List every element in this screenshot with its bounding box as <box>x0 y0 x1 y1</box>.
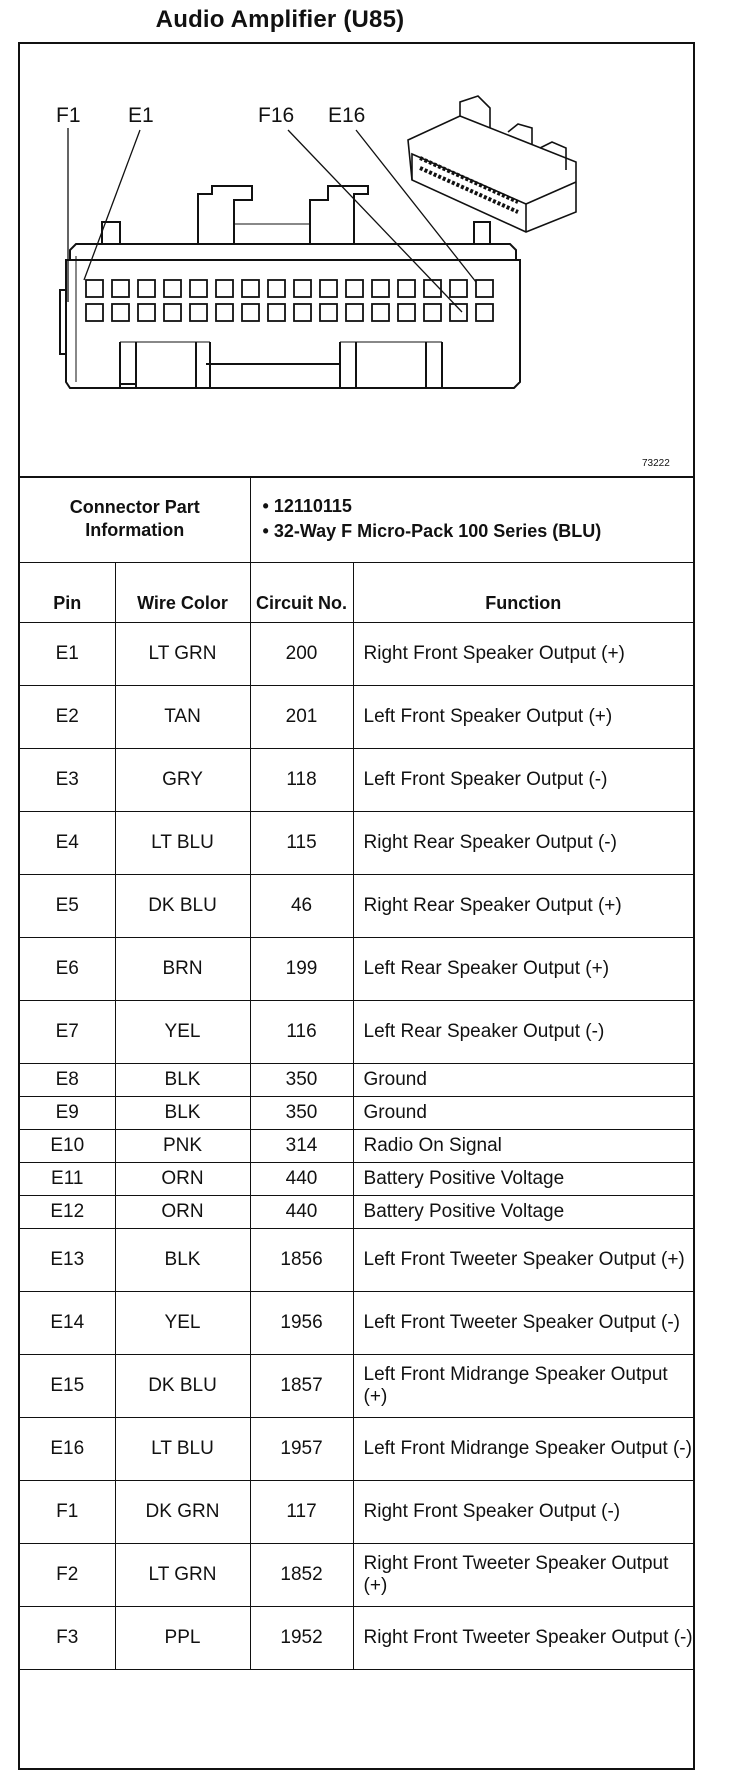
pin-cavity <box>268 304 285 321</box>
function-cell: Ground <box>353 1096 693 1129</box>
label-e1: E1 <box>128 104 154 127</box>
pin-cell: F1 <box>20 1480 115 1543</box>
pin-cell: F2 <box>20 1543 115 1606</box>
circuit-cell: 350 <box>250 1096 353 1129</box>
function-cell: Left Front Midrange Speaker Output (-) <box>353 1417 693 1480</box>
circuit-cell: 1957 <box>250 1417 353 1480</box>
wire-color-cell: TAN <box>115 685 250 748</box>
wire-color-cell: YEL <box>115 1000 250 1063</box>
wire-color-cell: LT BLU <box>115 1417 250 1480</box>
connector-sketch <box>408 96 576 232</box>
col-pin: Pin <box>20 562 115 622</box>
pin-cavity <box>294 304 311 321</box>
circuit-cell: 1856 <box>250 1228 353 1291</box>
label-e16: E16 <box>328 104 366 127</box>
pin-cavities <box>86 280 493 321</box>
connector-sheet <box>18 42 695 1770</box>
circuit-cell: 118 <box>250 748 353 811</box>
wire-color-cell: PNK <box>115 1129 250 1162</box>
pin-cell: E10 <box>20 1129 115 1162</box>
pin-cell: E9 <box>20 1096 115 1129</box>
table-row <box>20 874 693 937</box>
pin-cavity <box>372 304 389 321</box>
pin-cavity <box>346 304 363 321</box>
function-cell: Left Rear Speaker Output (-) <box>353 1000 693 1063</box>
function-cell: Right Rear Speaker Output (-) <box>353 811 693 874</box>
pin-cavity <box>320 304 337 321</box>
table-row <box>20 1228 693 1291</box>
pin-cell: F3 <box>20 1606 115 1669</box>
pin-cell: E6 <box>20 937 115 1000</box>
wire-color-cell: DK GRN <box>115 1480 250 1543</box>
table-row <box>20 937 693 1000</box>
circuit-cell: 200 <box>250 622 353 685</box>
pin-cavity <box>450 304 467 321</box>
table-row <box>20 1000 693 1063</box>
connector-diagram <box>20 44 693 478</box>
table-row <box>20 1480 693 1543</box>
pin-cavity <box>268 280 285 297</box>
pin-cavity <box>398 280 415 297</box>
table-row <box>20 1543 693 1606</box>
pin-cavity <box>476 280 493 297</box>
pin-cell: E5 <box>20 874 115 937</box>
pin-cell: E7 <box>20 1000 115 1063</box>
pin-cavity <box>294 280 311 297</box>
function-cell: Right Front Tweeter Speaker Output (+) <box>353 1543 693 1606</box>
pin-cavity <box>138 280 155 297</box>
function-cell: Right Rear Speaker Output (+) <box>353 874 693 937</box>
pin-cavity <box>372 280 389 297</box>
circuit-cell: 440 <box>250 1162 353 1195</box>
col-function: Function <box>353 562 693 622</box>
circuit-cell: 1956 <box>250 1291 353 1354</box>
connector-info-row <box>20 476 693 562</box>
function-cell: Left Front Speaker Output (+) <box>353 685 693 748</box>
circuit-cell: 116 <box>250 1000 353 1063</box>
table-row <box>20 1291 693 1354</box>
wire-color-cell: BLK <box>115 1228 250 1291</box>
circuit-cell: 314 <box>250 1129 353 1162</box>
circuit-cell: 115 <box>250 811 353 874</box>
wire-color-cell: LT GRN <box>115 1543 250 1606</box>
table-row <box>20 1129 693 1162</box>
table-row <box>20 1063 693 1096</box>
pin-cell: E11 <box>20 1162 115 1195</box>
pin-cavity <box>190 280 207 297</box>
connector-drawing <box>20 44 693 476</box>
circuit-cell: 1952 <box>250 1606 353 1669</box>
pin-cavity <box>216 304 233 321</box>
label-f1: F1 <box>56 104 81 127</box>
pin-cavity <box>346 280 363 297</box>
function-cell: Battery Positive Voltage <box>353 1162 693 1195</box>
pin-cavity <box>86 280 103 297</box>
pin-cell: E15 <box>20 1354 115 1417</box>
table-row <box>20 1096 693 1129</box>
function-cell: Right Front Tweeter Speaker Output (-) <box>353 1606 693 1669</box>
circuit-cell: 117 <box>250 1480 353 1543</box>
pin-cell: E13 <box>20 1228 115 1291</box>
wire-color-cell: LT GRN <box>115 622 250 685</box>
pin-cavity <box>320 280 337 297</box>
circuit-cell: 199 <box>250 937 353 1000</box>
table-row <box>20 811 693 874</box>
function-cell: Left Front Tweeter Speaker Output (-) <box>353 1291 693 1354</box>
pin-cell: E12 <box>20 1195 115 1228</box>
part-description: • 32-Way F Micro-Pack 100 Series (BLU) <box>262 520 602 541</box>
pin-cavity <box>242 304 259 321</box>
figure-number: 73222 <box>642 458 670 469</box>
function-cell: Left Front Tweeter Speaker Output (+) <box>353 1228 693 1291</box>
function-cell: Right Front Speaker Output (+) <box>353 622 693 685</box>
pin-cell: E3 <box>20 748 115 811</box>
table-row <box>20 622 693 685</box>
function-cell: Left Rear Speaker Output (+) <box>353 937 693 1000</box>
pin-cavity <box>398 304 415 321</box>
table-row <box>20 1354 693 1417</box>
function-cell: Battery Positive Voltage <box>353 1195 693 1228</box>
pin-cell: E8 <box>20 1063 115 1096</box>
pin-cavity <box>112 304 129 321</box>
function-cell: Left Front Midrange Speaker Output (+) <box>353 1354 693 1417</box>
circuit-cell: 1857 <box>250 1354 353 1417</box>
pin-cell: E14 <box>20 1291 115 1354</box>
pin-cavity <box>216 280 233 297</box>
label-f16: F16 <box>258 104 295 127</box>
circuit-cell: 46 <box>250 874 353 937</box>
table-header <box>20 562 693 622</box>
function-cell: Radio On Signal <box>353 1129 693 1162</box>
wire-color-cell: GRY <box>115 748 250 811</box>
table-row <box>20 685 693 748</box>
pin-cell: E4 <box>20 811 115 874</box>
wire-color-cell: PPL <box>115 1606 250 1669</box>
part-number: • 12110115 <box>262 495 352 516</box>
function-cell: Right Front Speaker Output (-) <box>353 1480 693 1543</box>
table-row <box>20 1606 693 1669</box>
wire-color-cell: ORN <box>115 1162 250 1195</box>
circuit-cell: 1852 <box>250 1543 353 1606</box>
pin-cavity <box>424 304 441 321</box>
pin-cavity <box>450 280 467 297</box>
wire-color-cell: BRN <box>115 937 250 1000</box>
table-row <box>20 1417 693 1480</box>
pin-cavity <box>86 304 103 321</box>
pin-cavity <box>424 280 441 297</box>
wire-color-cell: BLK <box>115 1063 250 1096</box>
table-row <box>20 748 693 811</box>
connector-part-info <box>250 476 693 562</box>
pin-cell: E1 <box>20 622 115 685</box>
wire-color-cell: LT BLU <box>115 811 250 874</box>
circuit-cell: 350 <box>250 1063 353 1096</box>
function-cell: Left Front Speaker Output (-) <box>353 748 693 811</box>
col-circuit: Circuit No. <box>250 562 353 622</box>
function-cell: Ground <box>353 1063 693 1096</box>
wire-color-cell: ORN <box>115 1195 250 1228</box>
connector-part-label: Connector Part Information <box>20 476 250 562</box>
pin-cavity <box>138 304 155 321</box>
wire-color-cell: DK BLU <box>115 874 250 937</box>
pin-cavity <box>112 280 129 297</box>
pin-cavity <box>164 280 181 297</box>
wire-color-cell: BLK <box>115 1096 250 1129</box>
circuit-cell: 440 <box>250 1195 353 1228</box>
table-row <box>20 1162 693 1195</box>
wire-color-cell: DK BLU <box>115 1354 250 1417</box>
wire-color-cell: YEL <box>115 1291 250 1354</box>
pin-cell: E16 <box>20 1417 115 1480</box>
pin-cell: E2 <box>20 685 115 748</box>
pin-cavity <box>242 280 259 297</box>
col-wire-color: Wire Color <box>115 562 250 622</box>
pin-cavity <box>476 304 493 321</box>
pin-cavity <box>190 304 207 321</box>
pin-cavity <box>164 304 181 321</box>
circuit-cell: 201 <box>250 685 353 748</box>
table-row <box>20 1195 693 1228</box>
pinout-table <box>20 476 693 1670</box>
page-title: Audio Amplifier (U85) <box>155 6 405 33</box>
